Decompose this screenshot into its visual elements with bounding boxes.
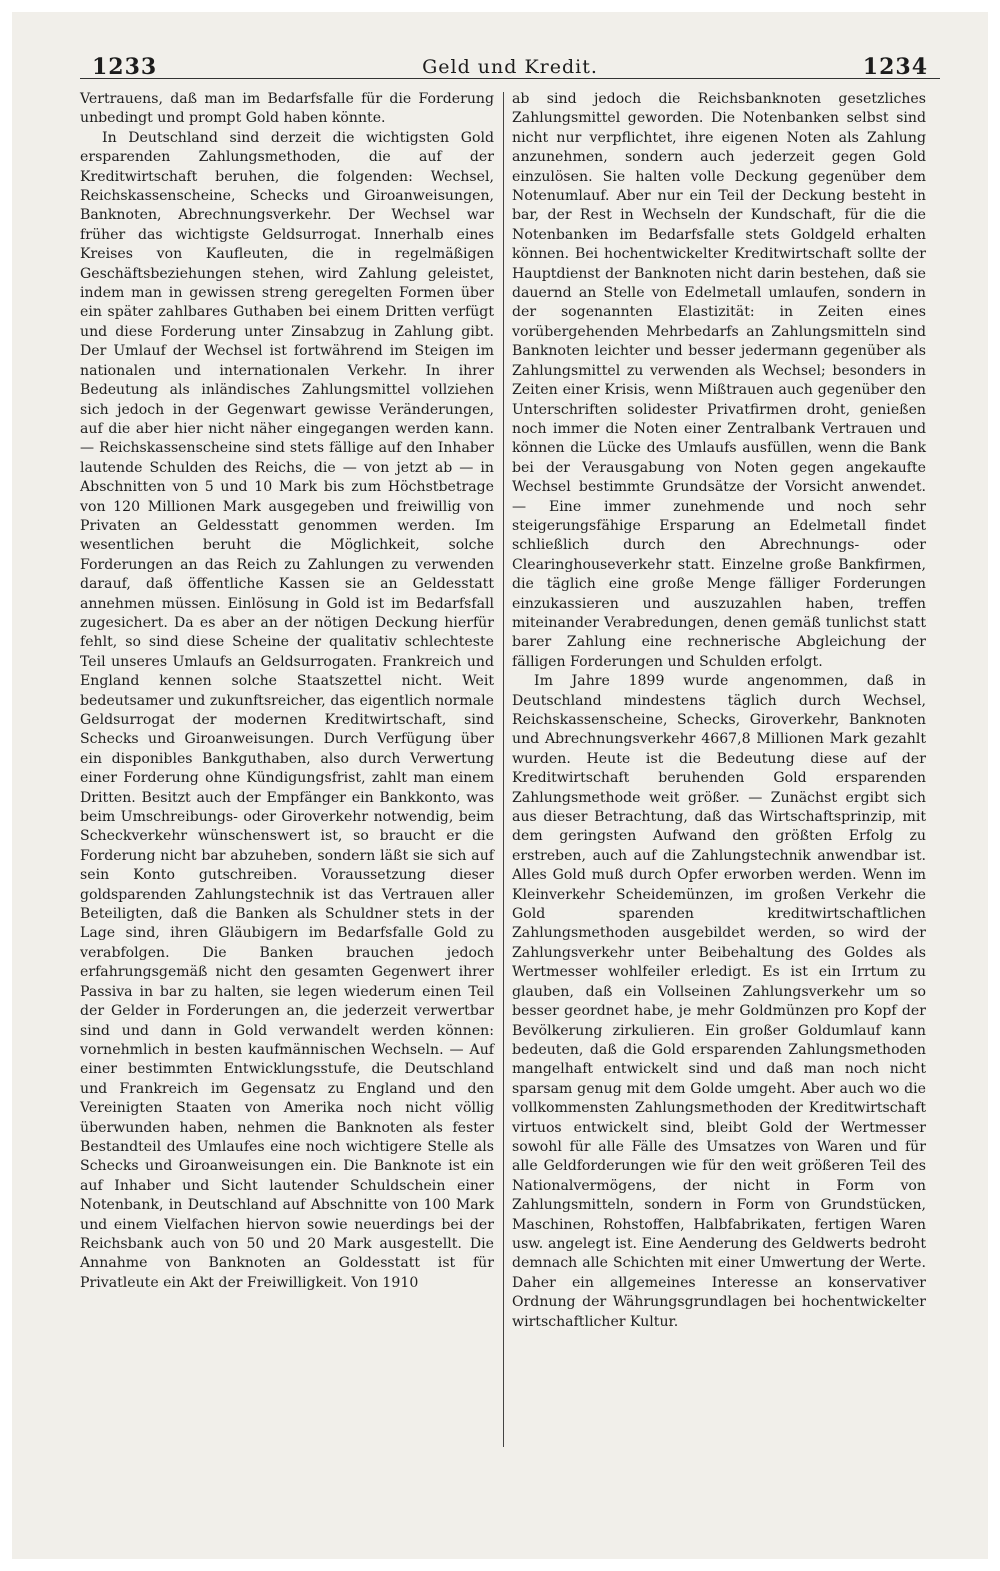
right-column bbox=[512, 90, 926, 1332]
running-title: Geld und Kredit. bbox=[422, 56, 598, 78]
column-divider bbox=[503, 92, 504, 1447]
paragraph: ab sind jedoch die Reichsbanknoten gesetzliches Zahlungsmittel geworden. Die Notenbanken selbst sind nicht nur verpflichtet, ihre eigenen Noten als Zahlung anzunehmen, sondern auch jederzeit gegen Gold einzulösen. Sie halten volle Deckung gegenüber dem Notenumlauf. Aber nur ein Teil der Deckung besteht in bar, der Rest in Wechseln der Kundschaft, für die die Notenbanken im Bedarfsfalle stets Goldgeld erhalten können. Bei hochentwickelter Kreditwirtschaft sollte der Hauptdienst der Banknoten nicht darin bestehen, daß sie dauernd an Stelle von Edelmetall umlaufen, sondern in der sogenannten Elastizität: in Zeiten eines vorübergehenden Mehrbedarfs an Zahlungsmitteln sind Banknoten leichter und besser jedermann gegenüber als Zahlungsmittel zu verwenden als Wechsel; besonders in Zeiten einer Krisis, wenn Mißtrauen auch gegenüber den Unterschriften solidester Privatfirmen droht, genießen noch immer die Noten einer Zentralbank Vertrauen und können die Lücke des Umlaufs ausfüllen, wenn die Bank bei der Verausgabung von Noten gegen angekaufte Wechsel bestimmte Grundsätze der Vorsicht anwendet. — Eine immer zunehmende und noch sehr steigerungsfähige Ersparung an Edelmetall findet schließlich durch den Abrechnungs- oder Clearinghouseverkehr statt. Einzelne große Bankfirmen, die täglich eine große Menge fälliger Forderungen einzukassieren und auszuzahlen haben, treffen miteinander Verabredungen, denen gemäß tunlichst statt barer Zahlung eine rechnerische Abgleichung der fälligen Forderungen und Schulden erfolgt. bbox=[512, 91, 926, 670]
header-rule bbox=[80, 78, 940, 79]
paragraph: Im Jahre 1899 wurde angenommen, daß in Deutschland mindestens täglich durch Wechsel, Reichskassenscheine, Schecks, Giroverkehr, Banknoten und Abrechnungsverkehr 4667,8 Millionen Mark gezahlt wurden. Heute ist die Bedeutung diese auf der Kreditwirtschaft beruhenden Gold ersparenden Zahlungsmethode weit größer. — Zunächst ergibt sich aus dieser Betrachtung, daß das Wirtschaftsprinzip, mit dem geringsten Aufwand den größten Erfolg zu erstreben, auch auf die Zahlungstechnik anwendbar ist. Alles Gold muß durch Opfer erworben werden. Wenn im Kleinverkehr Scheidemünzen, im großen Verkehr die Gold sparenden kreditwirtschaftlichen Zahlungsmethoden ausgebildet werden, so wird der Zahlungsverkehr unter Beibehaltung des Goldes als Wertmesser wohlfeiler erledigt. Es ist ein Irrtum zu glauben, daß ein Vollseinen Zahlungsverkehr um so besser geordnet habe, je mehr Goldmünzen pro Kopf der Bevölkerung zirkulieren. Ein großer Goldumlauf kann bedeuten, daß die Gold ersparenden Zahlungsmethoden mangelhaft entwickelt sind und daß man noch nicht sparsam genug mit dem Golde umgeht. Aber auch wo die vollkommensten Zahlungsmethoden der Kreditwirtschaft virtuos entwickelt sind, bleibt Gold der Wertmesser sowohl für alle Fälle des Umsatzes von Waren und für alle Geldforderungen wie für den weit größeren Teil des Nationalvermögens, der nicht in Form von Zahlungsmitteln, sondern in Form von Grundstücken, Maschinen, Rohstoffen, Halbfabrikaten, fertigen Waren usw. angelegt ist. Eine Aenderung des Geldwerts bedroht demnach alle Schichten mit einer Umwertung der Werte. Daher ein allgemeines Interesse an konservativer Ordnung der Währungsgrundlagen bei hochentwickelter wirtschaftlicher Kultur. bbox=[512, 673, 926, 1330]
left-column bbox=[80, 90, 494, 1293]
paragraph: Vertrauens, daß man im Bedarfsfalle für die Forderung unbedingt und prompt Gold haben könnte. bbox=[80, 91, 494, 127]
page-number-left: 1233 bbox=[92, 54, 158, 80]
running-header bbox=[92, 48, 928, 86]
paragraph: In Deutschland sind derzeit die wichtigsten Gold ersparenden Zahlungsmethoden, die auf der Kreditwirtschaft beruhen, die folgenden: Wechsel, Reichskassenscheine, Schecks und Giroanweisungen, Banknoten, Abrechnungsverkehr. Der Wechsel war früher das wichtigste Geldsurrogat. Innerhalb eines Kreises von Kaufleuten, die in regelmäßigen Geschäftsbeziehungen stehen, wird Zahlung geleistet, indem man in gewissen streng geregelten Formen über ein später zahlbares Guthaben bei einem Dritten verfügt und diese Forderung unter Zinsabzug in Zahlung gibt. Der Umlauf der Wechsel ist fortwährend im Steigen im nationalen und internationalen Verkehr. In ihrer Bedeutung als inländisches Zahlungsmittel vollziehen sich jedoch in der Gegenwart gewisse Veränderungen, auf die aber hier nicht näher eingegangen werden kann. — Reichskassenscheine sind stets fällige auf den Inhaber lautende Schulden des Reichs, die — von jetzt ab — in Abschnitten von 5 und 10 Mark bis zum Höchstbetrage von 120 Millionen Mark ausgegeben und freiwillig von Privaten an Geldesstatt genommen werden. Im wesentlichen beruht die Möglichkeit, solche Forderungen an das Reich zu Zahlungen zu verwenden darauf, daß öffentliche Kassen sie an Geldesstatt annehmen müssen. Einlösung in Gold ist im Bedarfsfall zugesichert. Da es aber an der nötigen Deckung hierfür fehlt, so sind diese Scheine der qualitativ schlechteste Teil unseres Umlaufs an Geldsurrogaten. Frankreich und England kennen solche Staatszettel nicht. Weit bedeutsamer und zukunftsreicher, das eigentlich normale Geldsurrogat der modernen Kreditwirtschaft, sind Schecks und Giroanweisungen. Durch Verfügung über ein disponibles Bankguthaben, also durch Verwertung einer Forderung ohne Kündigungsfrist, zahlt man einem Dritten. Besitzt auch der Empfänger ein Bankkonto, was beim Umschreibungs- oder Giroverkehr notwendig, beim Scheckverkehr wünschenswert ist, so braucht er die Forderung nicht bar abzuheben, sondern läßt sie sich auf sein Konto gutschreiben. Voraussetzung dieser goldsparenden Zahlungstechnik ist das Vertrauen aller Beteiligten, daß die Banken als Schuldner stets in der Lage sind, ihren Gläubigern im Bedarfsfalle Gold zu verabfolgen. Die Banken brauchen jedoch erfahrungsgemäß nicht den gesamten Gegenwert ihrer Passiva in bar zu halten, sie legen wiederum einen Teil der Gelder in Forderungen an, die jederzeit verwertbar sind und dann in Gold verwandelt werden können: vornehmlich in besten kaufmännischen Wechseln. — Auf einer bestimmten Entwicklungsstufe, die Deutschland und Frankreich im Gegensatz zu England und den Vereinigten Staaten von Amerika noch nicht völlig überwunden haben, nehmen die Banknoten als fester Bestandteil des Umlaufes eine noch wichtigere Stelle als Schecks und Giroanweisungen ein. Die Banknote ist ein auf Inhaber und Sicht lautender Schuldschein einer Notenbank, in Deutschland auf Abschnitte von 100 Mark und einem Vielfachen hiervon sowie neuerdings bei der Reichsbank auch von 50 und 20 Mark ausgestellt. Die Annahme von Banknoten an Goldesstatt ist für Privatleute ein Akt der Freiwilligkeit. Von 1910 bbox=[80, 129, 494, 1291]
page-number-right: 1234 bbox=[862, 54, 928, 80]
